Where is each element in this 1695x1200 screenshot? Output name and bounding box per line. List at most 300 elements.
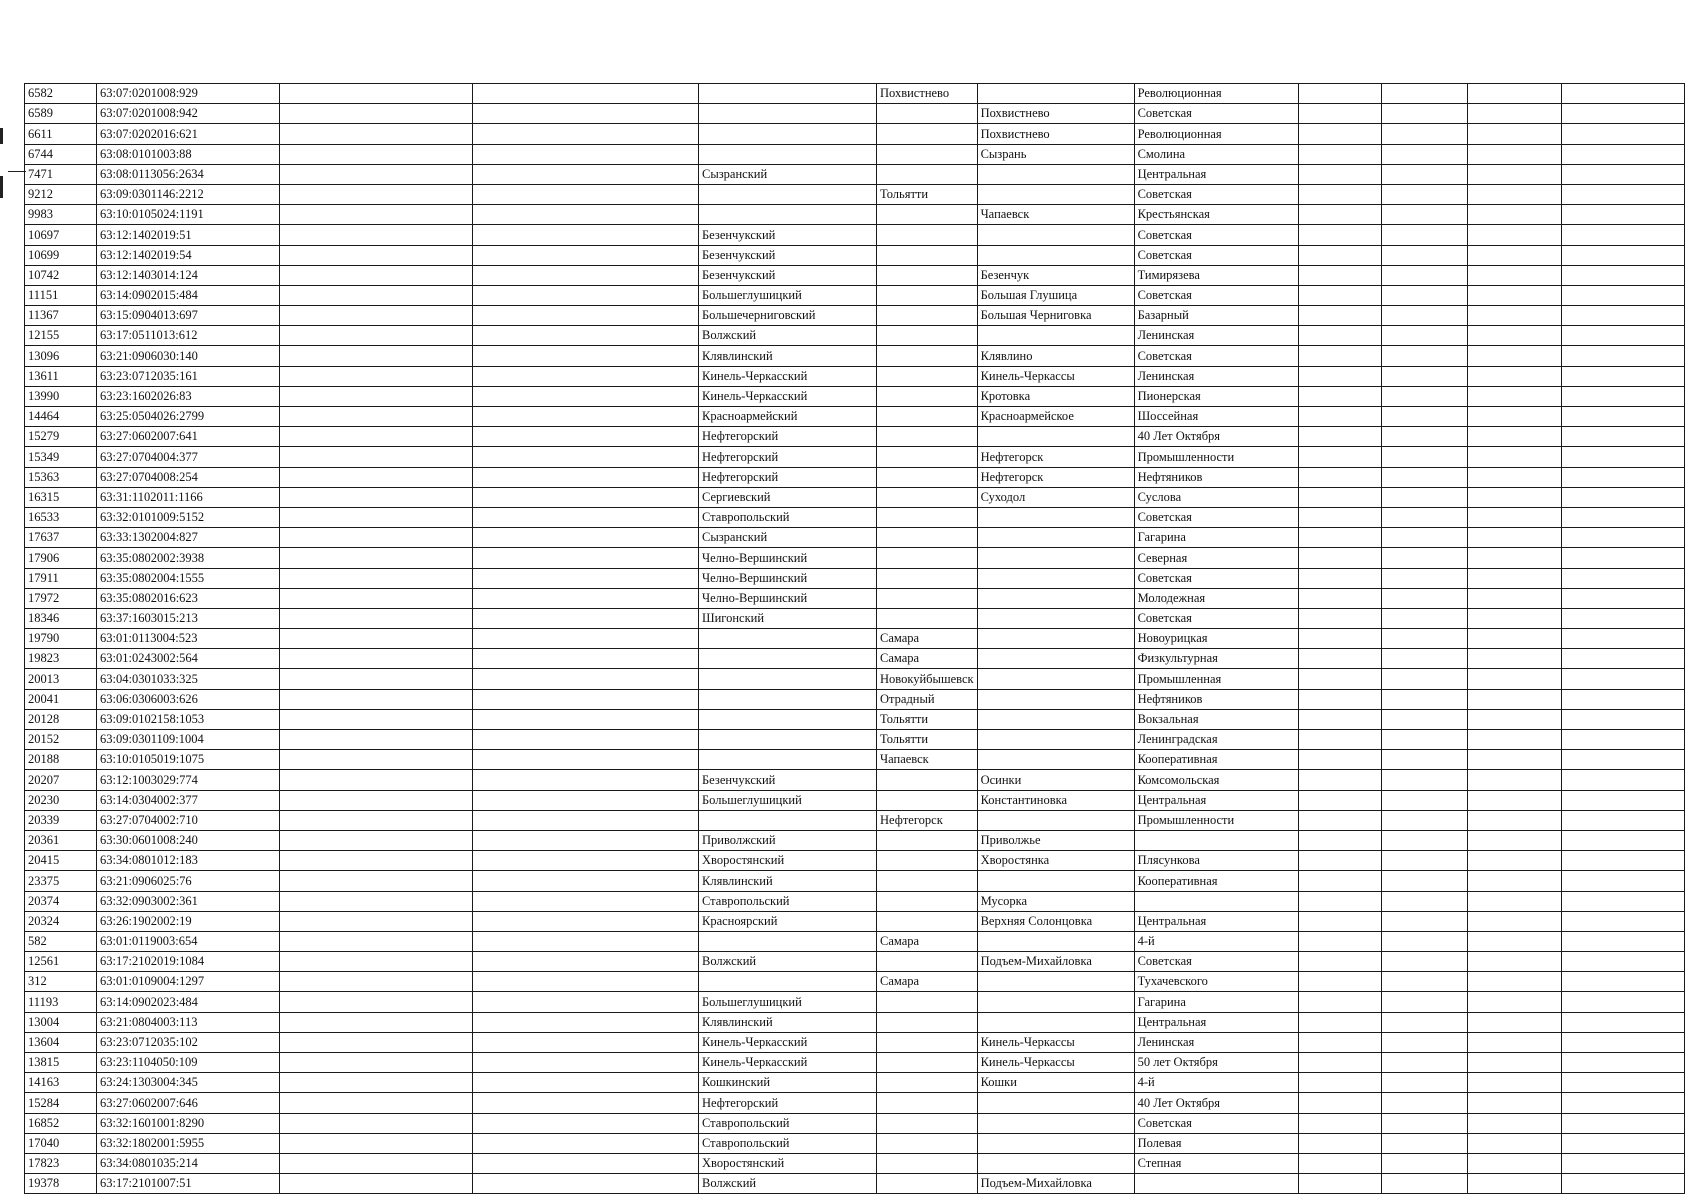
cadastral-number-cell: 63:07:0202016:621 — [97, 124, 280, 144]
street-cell: Смолина — [1134, 144, 1298, 164]
city-cell — [877, 1012, 978, 1032]
empty-cell — [1381, 366, 1467, 386]
empty-cell — [280, 790, 473, 810]
empty-cell — [280, 528, 473, 548]
city-cell: Нефтегорск — [877, 810, 978, 830]
table-row — [25, 830, 1685, 850]
street-cell: Физкультурная — [1134, 649, 1298, 669]
street-cell: Ленинская — [1134, 366, 1298, 386]
settlement-cell: Суходол — [977, 487, 1134, 507]
empty-cell — [1381, 548, 1467, 568]
settlement-cell — [977, 689, 1134, 709]
street-cell: Промышленности — [1134, 447, 1298, 467]
district-cell — [699, 184, 877, 204]
street-cell: Полевая — [1134, 1133, 1298, 1153]
empty-cell — [280, 1093, 473, 1113]
empty-cell — [280, 84, 473, 104]
table-row — [25, 427, 1685, 447]
empty-cell — [1298, 649, 1381, 669]
district-cell — [699, 972, 877, 992]
empty-cell — [280, 184, 473, 204]
empty-cell — [280, 548, 473, 568]
empty-cell — [1467, 689, 1561, 709]
cadastral-number-cell: 63:06:0306003:626 — [97, 689, 280, 709]
table-row — [25, 689, 1685, 709]
empty-cell — [1298, 1174, 1381, 1194]
empty-cell — [1381, 407, 1467, 427]
empty-cell — [1561, 407, 1684, 427]
empty-cell — [1467, 629, 1561, 649]
cadastral-number-cell: 63:35:0802004:1555 — [97, 568, 280, 588]
city-cell — [877, 1174, 978, 1194]
settlement-cell — [977, 84, 1134, 104]
city-cell — [877, 1093, 978, 1113]
empty-cell — [1298, 285, 1381, 305]
table-row — [25, 1032, 1685, 1052]
cadastral-number-cell: 63:33:1302004:827 — [97, 528, 280, 548]
empty-cell — [473, 588, 699, 608]
empty-cell — [473, 205, 699, 225]
empty-cell — [1467, 507, 1561, 527]
empty-cell — [473, 810, 699, 830]
street-cell: Нефтяников — [1134, 467, 1298, 487]
settlement-cell — [977, 1093, 1134, 1113]
empty-cell — [1561, 306, 1684, 326]
empty-cell — [280, 588, 473, 608]
empty-cell — [473, 851, 699, 871]
settlement-cell — [977, 1133, 1134, 1153]
table-row — [25, 104, 1685, 124]
settlement-cell — [977, 326, 1134, 346]
empty-cell — [473, 770, 699, 790]
table-row — [25, 1153, 1685, 1173]
empty-cell — [473, 709, 699, 729]
table-row — [25, 871, 1685, 891]
empty-cell — [1467, 447, 1561, 467]
table-row — [25, 487, 1685, 507]
city-cell — [877, 467, 978, 487]
city-cell — [877, 1133, 978, 1153]
empty-cell — [473, 790, 699, 810]
empty-cell — [1381, 1093, 1467, 1113]
settlement-cell — [977, 972, 1134, 992]
empty-cell — [1381, 507, 1467, 527]
settlement-cell — [977, 669, 1134, 689]
row-id-cell: 20415 — [25, 851, 97, 871]
row-id-cell: 7471 — [25, 164, 97, 184]
empty-cell — [1381, 1153, 1467, 1173]
empty-cell — [1561, 548, 1684, 568]
empty-cell — [1298, 326, 1381, 346]
empty-cell — [1381, 225, 1467, 245]
table-row — [25, 992, 1685, 1012]
cadastral-number-cell: 63:21:0906030:140 — [97, 346, 280, 366]
district-cell: Приволжский — [699, 830, 877, 850]
district-cell: Ставропольский — [699, 891, 877, 911]
city-cell — [877, 447, 978, 467]
empty-cell — [1561, 84, 1684, 104]
empty-cell — [1381, 487, 1467, 507]
street-cell: Советская — [1134, 608, 1298, 628]
empty-cell — [1561, 770, 1684, 790]
settlement-cell: Верхняя Солонцовка — [977, 911, 1134, 931]
table-row — [25, 1174, 1685, 1194]
empty-cell — [280, 851, 473, 871]
empty-cell — [1561, 326, 1684, 346]
settlement-cell — [977, 730, 1134, 750]
empty-cell — [1381, 972, 1467, 992]
city-cell — [877, 1073, 978, 1093]
street-cell: Молодежная — [1134, 588, 1298, 608]
city-cell — [877, 225, 978, 245]
table-row — [25, 1133, 1685, 1153]
table-row — [25, 326, 1685, 346]
cadastral-number-cell: 63:12:1003029:774 — [97, 770, 280, 790]
city-cell — [877, 830, 978, 850]
empty-cell — [1381, 891, 1467, 911]
district-cell: Нефтегорский — [699, 1093, 877, 1113]
empty-cell — [1467, 871, 1561, 891]
row-id-cell: 6589 — [25, 104, 97, 124]
empty-cell — [1298, 164, 1381, 184]
empty-cell — [1298, 1053, 1381, 1073]
street-cell: Новоурицкая — [1134, 629, 1298, 649]
empty-cell — [1561, 871, 1684, 891]
empty-cell — [1298, 1032, 1381, 1052]
district-cell: Кошкинский — [699, 1073, 877, 1093]
empty-cell — [1298, 851, 1381, 871]
empty-cell — [1381, 306, 1467, 326]
table-row — [25, 124, 1685, 144]
district-cell — [699, 810, 877, 830]
district-cell: Нефтегорский — [699, 427, 877, 447]
street-cell: Революционная — [1134, 124, 1298, 144]
empty-cell — [473, 144, 699, 164]
cadastral-number-cell: 63:37:1603015:213 — [97, 608, 280, 628]
cadastral-number-cell: 63:01:0113004:523 — [97, 629, 280, 649]
empty-cell — [280, 649, 473, 669]
street-cell: Революционная — [1134, 84, 1298, 104]
settlement-cell — [977, 608, 1134, 628]
cadastral-number-cell: 63:30:0601008:240 — [97, 830, 280, 850]
table-row — [25, 144, 1685, 164]
empty-cell — [1467, 992, 1561, 1012]
empty-cell — [1298, 750, 1381, 770]
empty-cell — [1298, 588, 1381, 608]
empty-cell — [1467, 790, 1561, 810]
empty-cell — [473, 225, 699, 245]
empty-cell — [1561, 1153, 1684, 1173]
empty-cell — [473, 528, 699, 548]
empty-cell — [1298, 124, 1381, 144]
empty-cell — [280, 891, 473, 911]
empty-cell — [1561, 952, 1684, 972]
table-row — [25, 366, 1685, 386]
empty-cell — [280, 871, 473, 891]
empty-cell — [1298, 931, 1381, 951]
empty-cell — [473, 931, 699, 951]
empty-cell — [473, 649, 699, 669]
street-cell: Советская — [1134, 225, 1298, 245]
empty-cell — [1467, 225, 1561, 245]
row-id-cell: 6582 — [25, 84, 97, 104]
empty-cell — [1298, 205, 1381, 225]
district-cell — [699, 730, 877, 750]
street-cell: Комсомольская — [1134, 770, 1298, 790]
settlement-cell — [977, 750, 1134, 770]
empty-cell — [280, 1053, 473, 1073]
settlement-cell — [977, 507, 1134, 527]
empty-cell — [473, 689, 699, 709]
empty-cell — [473, 467, 699, 487]
empty-cell — [1381, 528, 1467, 548]
empty-cell — [280, 972, 473, 992]
cadastral-number-cell: 63:09:0301146:2212 — [97, 184, 280, 204]
settlement-cell: Константиновка — [977, 790, 1134, 810]
district-cell: Безенчукский — [699, 770, 877, 790]
street-cell: Советская — [1134, 1113, 1298, 1133]
settlement-cell: Кротовка — [977, 386, 1134, 406]
district-cell: Хворостянский — [699, 851, 877, 871]
district-cell: Сызранский — [699, 164, 877, 184]
cadastral-number-cell: 63:08:0101003:88 — [97, 144, 280, 164]
district-cell: Хворостянский — [699, 1153, 877, 1173]
district-cell: Волжский — [699, 1174, 877, 1194]
empty-cell — [473, 891, 699, 911]
settlement-cell — [977, 164, 1134, 184]
empty-cell — [1381, 104, 1467, 124]
empty-cell — [1467, 528, 1561, 548]
empty-cell — [473, 1093, 699, 1113]
empty-cell — [280, 124, 473, 144]
settlement-cell — [977, 1012, 1134, 1032]
table-row — [25, 467, 1685, 487]
empty-cell — [1298, 184, 1381, 204]
empty-cell — [280, 447, 473, 467]
settlement-cell: Нефтегорск — [977, 447, 1134, 467]
district-cell: Кинель-Черкасский — [699, 386, 877, 406]
empty-cell — [1561, 507, 1684, 527]
street-cell: Ленинская — [1134, 1032, 1298, 1052]
settlement-cell: Подъем-Михайловка — [977, 1174, 1134, 1194]
empty-cell — [1467, 245, 1561, 265]
district-cell: Волжский — [699, 952, 877, 972]
empty-cell — [1298, 992, 1381, 1012]
empty-cell — [1467, 730, 1561, 750]
empty-cell — [1561, 689, 1684, 709]
empty-cell — [280, 568, 473, 588]
city-cell — [877, 124, 978, 144]
empty-cell — [1381, 1113, 1467, 1133]
empty-cell — [1381, 851, 1467, 871]
cadastral-number-cell: 63:32:1601001:8290 — [97, 1113, 280, 1133]
row-id-cell: 10742 — [25, 265, 97, 285]
street-cell: Советская — [1134, 104, 1298, 124]
street-cell: Советская — [1134, 245, 1298, 265]
district-cell: Большеглушицкий — [699, 992, 877, 1012]
settlement-cell — [977, 871, 1134, 891]
street-cell: Советская — [1134, 285, 1298, 305]
empty-cell — [1561, 568, 1684, 588]
empty-cell — [280, 830, 473, 850]
empty-cell — [1381, 770, 1467, 790]
city-cell — [877, 871, 978, 891]
empty-cell — [1561, 608, 1684, 628]
empty-cell — [280, 245, 473, 265]
empty-cell — [280, 326, 473, 346]
street-cell: Гагарина — [1134, 528, 1298, 548]
district-cell: Кинель-Черкасский — [699, 1053, 877, 1073]
empty-cell — [1467, 346, 1561, 366]
empty-cell — [1467, 810, 1561, 830]
empty-cell — [1467, 548, 1561, 568]
empty-cell — [1298, 407, 1381, 427]
empty-cell — [1381, 709, 1467, 729]
cadastral-number-cell: 63:17:2102019:1084 — [97, 952, 280, 972]
empty-cell — [1467, 891, 1561, 911]
empty-cell — [1298, 104, 1381, 124]
empty-cell — [1561, 790, 1684, 810]
empty-cell — [280, 144, 473, 164]
cadastral-number-cell: 63:34:0801035:214 — [97, 1153, 280, 1173]
empty-cell — [1381, 1133, 1467, 1153]
empty-cell — [473, 669, 699, 689]
empty-cell — [473, 386, 699, 406]
table-row — [25, 1073, 1685, 1093]
empty-cell — [473, 730, 699, 750]
empty-cell — [280, 1012, 473, 1032]
row-id-cell: 13611 — [25, 366, 97, 386]
row-id-cell: 17911 — [25, 568, 97, 588]
empty-cell — [1467, 972, 1561, 992]
empty-cell — [1467, 649, 1561, 669]
empty-cell — [1298, 487, 1381, 507]
empty-cell — [473, 1053, 699, 1073]
settlement-cell — [977, 810, 1134, 830]
cadastral-number-cell: 63:14:0902023:484 — [97, 992, 280, 1012]
empty-cell — [1561, 709, 1684, 729]
street-cell: Советская — [1134, 952, 1298, 972]
row-id-cell: 16852 — [25, 1113, 97, 1133]
district-cell: Большечерниговский — [699, 306, 877, 326]
table-row — [25, 245, 1685, 265]
empty-cell — [1561, 184, 1684, 204]
empty-cell — [473, 1073, 699, 1093]
cadastral-number-cell: 63:10:0105019:1075 — [97, 750, 280, 770]
empty-cell — [280, 810, 473, 830]
empty-cell — [280, 1032, 473, 1052]
city-cell — [877, 245, 978, 265]
empty-cell — [1561, 730, 1684, 750]
empty-cell — [1561, 386, 1684, 406]
empty-cell — [473, 366, 699, 386]
empty-cell — [280, 164, 473, 184]
empty-cell — [1467, 1032, 1561, 1052]
street-cell: Северная — [1134, 548, 1298, 568]
empty-cell — [1381, 1174, 1467, 1194]
empty-cell — [473, 245, 699, 265]
empty-cell — [1467, 205, 1561, 225]
table-row — [25, 911, 1685, 931]
empty-cell — [1561, 346, 1684, 366]
empty-cell — [1381, 447, 1467, 467]
settlement-cell: Кошки — [977, 1073, 1134, 1093]
city-cell — [877, 548, 978, 568]
row-id-cell: 20230 — [25, 790, 97, 810]
empty-cell — [1467, 1073, 1561, 1093]
empty-cell — [1381, 1012, 1467, 1032]
empty-cell — [1467, 669, 1561, 689]
city-cell — [877, 427, 978, 447]
table-row — [25, 528, 1685, 548]
settlement-cell: Нефтегорск — [977, 467, 1134, 487]
empty-cell — [1467, 104, 1561, 124]
empty-cell — [1561, 992, 1684, 1012]
city-cell: Тольятти — [877, 730, 978, 750]
empty-cell — [473, 407, 699, 427]
row-id-cell: 20207 — [25, 770, 97, 790]
district-cell: Волжский — [699, 326, 877, 346]
empty-cell — [280, 1133, 473, 1153]
district-cell: Безенчукский — [699, 225, 877, 245]
city-cell — [877, 1032, 978, 1052]
empty-cell — [280, 1113, 473, 1133]
empty-cell — [1561, 528, 1684, 548]
street-cell: Тимирязева — [1134, 265, 1298, 285]
city-cell — [877, 770, 978, 790]
settlement-cell — [977, 588, 1134, 608]
cadastral-number-cell: 63:07:0201008:942 — [97, 104, 280, 124]
street-cell: Кооперативная — [1134, 750, 1298, 770]
empty-cell — [1561, 205, 1684, 225]
empty-cell — [1298, 871, 1381, 891]
empty-cell — [1381, 326, 1467, 346]
cadastral-number-cell: 63:12:1402019:54 — [97, 245, 280, 265]
empty-cell — [1561, 144, 1684, 164]
empty-cell — [473, 608, 699, 628]
table-row — [25, 790, 1685, 810]
empty-cell — [1298, 1012, 1381, 1032]
empty-cell — [473, 427, 699, 447]
city-cell — [877, 952, 978, 972]
empty-cell — [1467, 386, 1561, 406]
empty-cell — [1561, 1133, 1684, 1153]
empty-cell — [1561, 851, 1684, 871]
empty-cell — [473, 447, 699, 467]
empty-cell — [1561, 1174, 1684, 1194]
empty-cell — [1298, 306, 1381, 326]
empty-cell — [473, 346, 699, 366]
empty-cell — [280, 1073, 473, 1093]
table-row — [25, 386, 1685, 406]
table-row — [25, 891, 1685, 911]
empty-cell — [473, 326, 699, 346]
district-cell: Большеглушицкий — [699, 790, 877, 810]
table-row — [25, 407, 1685, 427]
empty-cell — [1561, 245, 1684, 265]
street-cell: Центральная — [1134, 911, 1298, 931]
cadastral-number-cell: 63:32:1802001:5955 — [97, 1133, 280, 1153]
empty-cell — [1381, 871, 1467, 891]
row-id-cell: 19790 — [25, 629, 97, 649]
empty-cell — [1298, 730, 1381, 750]
table-row — [25, 285, 1685, 305]
cadastral-number-cell: 63:27:0704004:377 — [97, 447, 280, 467]
cadastral-number-cell: 63:32:0101009:5152 — [97, 507, 280, 527]
empty-cell — [1561, 1032, 1684, 1052]
city-cell — [877, 851, 978, 871]
cadastral-number-cell: 63:32:0903002:361 — [97, 891, 280, 911]
